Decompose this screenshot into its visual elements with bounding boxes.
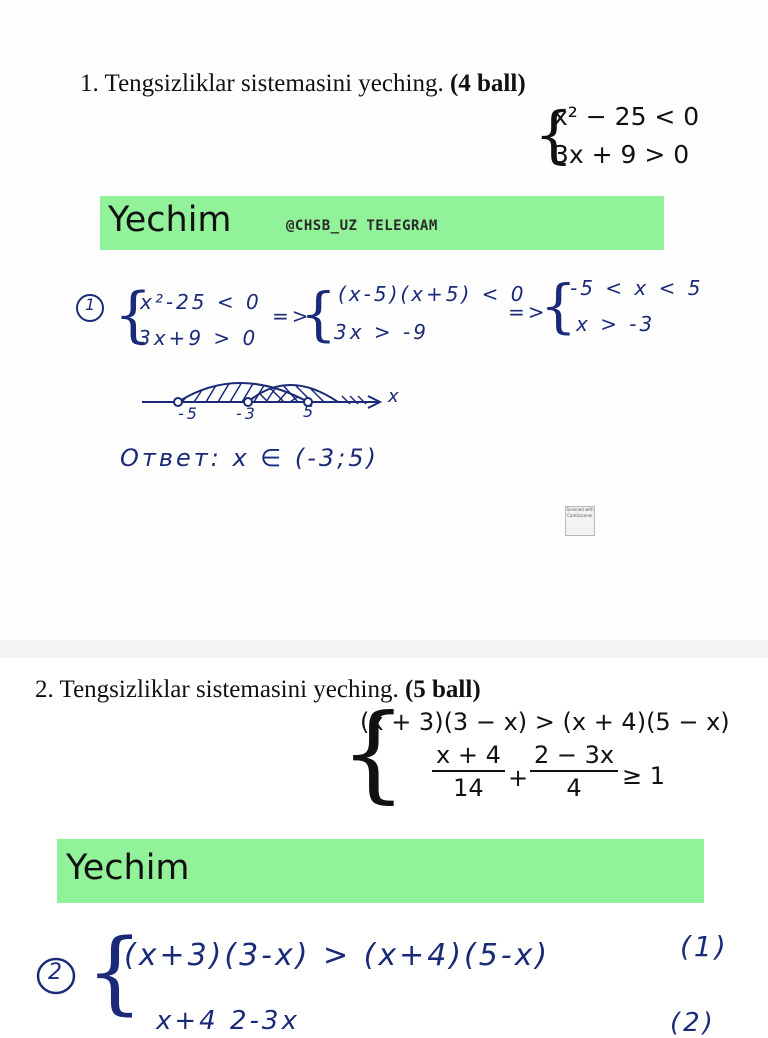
camscanner-stamp: Scanned with CamScanner [565, 506, 595, 536]
problem-1-inequality-1: x² − 25 < 0 [553, 102, 700, 131]
problem-2-fraction-2 [530, 740, 618, 804]
step3-line-2: x > -3 [576, 312, 656, 336]
solution-2-line-1-tag: (1) [680, 930, 729, 963]
fraction-1-denominator: 14 [453, 774, 484, 802]
problem-2-title-text: 2. Tengsizliklar sistemasini yeching. [35, 676, 405, 703]
step1-line-2: 3x+9 > 0 [138, 326, 259, 350]
plus-sign: + [508, 764, 529, 792]
solution-2-line-2: x+4 2-3x [156, 1006, 300, 1036]
step1-brace: { [114, 280, 153, 350]
solution-2-line-2-tag: (2) [670, 1008, 716, 1038]
tick-label-minus-5: -5 [178, 404, 200, 423]
solution-1-heading: Yechim [108, 200, 232, 240]
telegram-watermark: @CHSB_UZ TELEGRAM [286, 218, 438, 234]
problem-1-points: (4 ball) [449, 70, 526, 97]
tick-label-5: 5 [303, 402, 317, 421]
page-gap [0, 640, 768, 658]
step1-line-1: x²-25 < 0 [140, 290, 262, 314]
problem-1-title-text: 1. Tengsizliklar sistemasini yeching. [80, 70, 450, 97]
problem-1-title [80, 70, 526, 98]
fraction-1-numerator: x + 4 [432, 740, 505, 772]
problem-2-brace: { [340, 692, 407, 814]
problem-2-title [35, 676, 481, 704]
answer: Ответ: x ∈ (-3;5) [120, 444, 379, 472]
step3-brace: { [540, 272, 577, 340]
problem-2-fraction-1 [432, 740, 505, 804]
fraction-2-numerator: 2 − 3x [530, 740, 618, 772]
implies-arrow-1: => [272, 304, 312, 328]
problem-1-brace: { [534, 98, 574, 171]
step2-brace: { [300, 280, 337, 348]
axis-label-x: x [388, 386, 402, 407]
step-number: 1 [85, 295, 99, 314]
step-number-2: 2 [48, 960, 65, 985]
step3-line-1: -5 < x < 5 [570, 276, 704, 300]
fraction-2-denominator: 4 [566, 774, 582, 802]
implies-arrow-2: => [508, 300, 548, 324]
relation-geq-1: ≥ 1 [622, 762, 666, 790]
problem-2-points: (5 ball) [404, 676, 481, 703]
solution-2-brace: { [86, 920, 144, 1025]
tick-label-minus-3: -3 [236, 404, 258, 423]
step2-line-2: 3x > -9 [334, 320, 429, 344]
page-sheet-2 [0, 658, 768, 1038]
step2-line-1: (x-5)(x+5) < 0 [338, 282, 527, 306]
problem-2-inequality-1: (x + 3)(3 − x) > (x + 4)(5 − x) [360, 708, 730, 736]
number-line [138, 364, 418, 434]
solution-2-heading: Yechim [66, 848, 190, 888]
problem-1-inequality-2: 3x + 9 > 0 [553, 140, 690, 169]
solution-2-line-1: (x+3)(3-x) > (x+4)(5-x) [124, 938, 551, 973]
